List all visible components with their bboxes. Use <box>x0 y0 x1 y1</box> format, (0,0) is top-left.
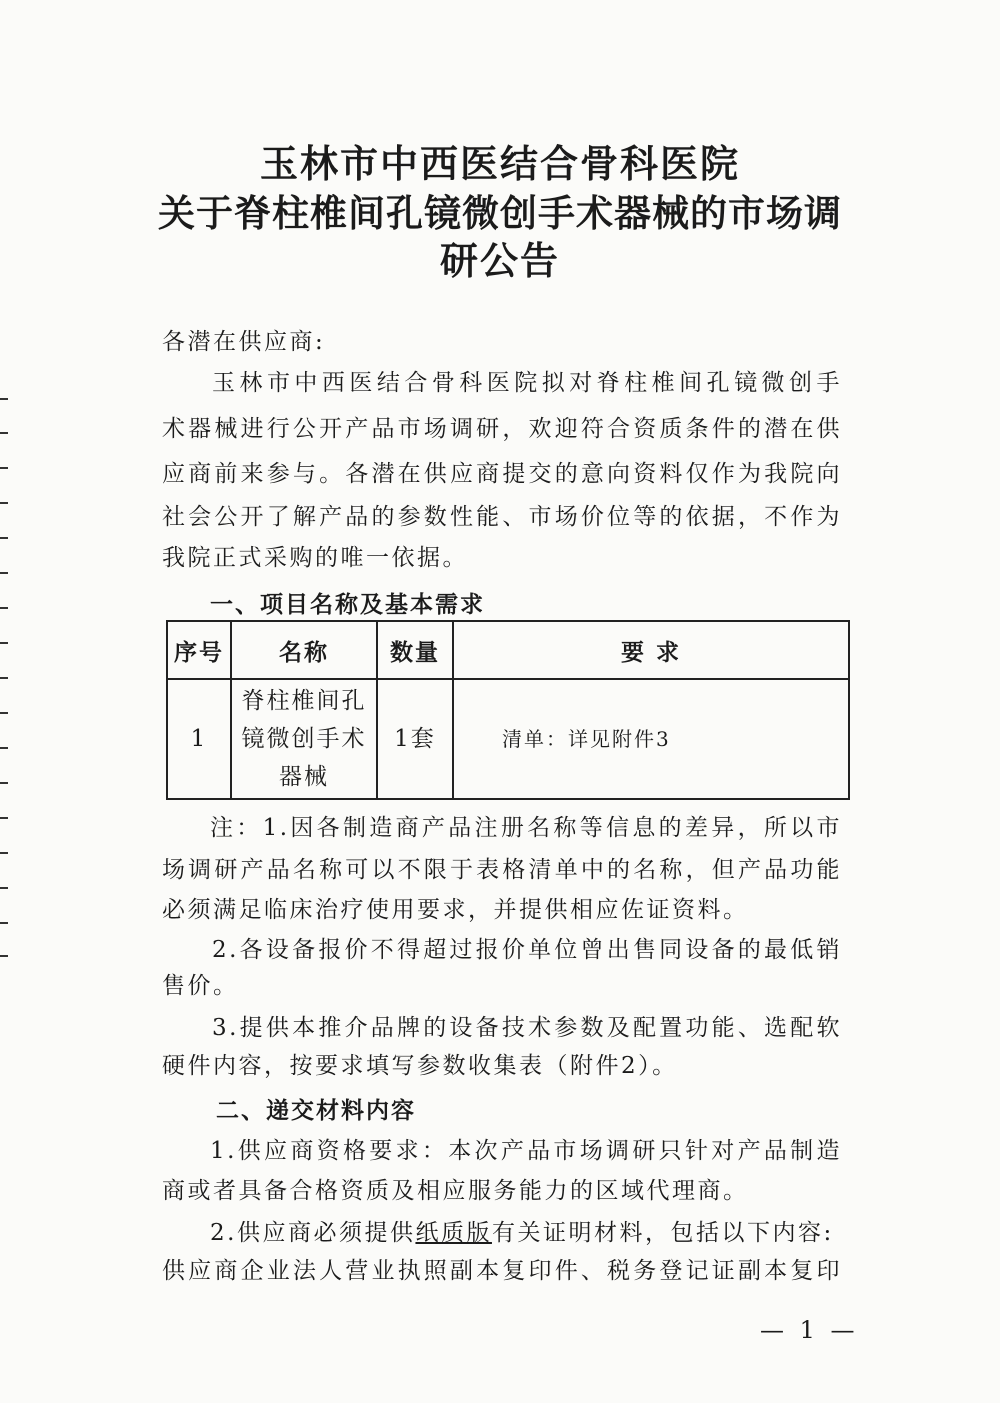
note-line: 3.提供本推介品牌的设备技术参数及配置功能、选配软 <box>212 1015 842 1041</box>
intro-line: 我院正式采购的唯一依据。 <box>162 545 468 571</box>
cell-name-line: 器械 <box>279 764 329 790</box>
note-line: 必须满足临床治疗使用要求，并提供相应佐证资料。 <box>162 897 749 923</box>
material-text: 有关证明材料，包括以下内容: <box>491 1220 834 1246</box>
cell-name-line: 镜微创手术 <box>241 726 367 752</box>
page-number: — 1 — <box>760 1316 859 1344</box>
salutation: 各潜在供应商: <box>162 329 326 355</box>
header-name: 名称 <box>231 621 377 679</box>
cell-name <box>231 679 377 799</box>
header-index: 序号 <box>167 621 231 679</box>
paper-version-underlined: 纸质版 <box>415 1220 492 1246</box>
section-heading-2: 二、递交材料内容 <box>216 1098 416 1124</box>
section-heading-1: 一、项目名称及基本需求 <box>210 592 485 618</box>
requirements-table <box>166 620 850 800</box>
note-line: 售价。 <box>162 973 239 999</box>
note-line: 2.各设备报价不得超过报价单位曾出售同设备的最低销 <box>212 937 842 963</box>
title-line-1: 玉林市中西医结合骨科医院 <box>259 142 740 186</box>
note-line: 注：1.因各制造商产品注册名称等信息的差异，所以市 <box>210 815 842 841</box>
header-quantity: 数量 <box>377 621 453 679</box>
table-row <box>167 679 849 799</box>
material-line: 供应商企业法人营业执照副本复印件、税务登记证副本复印 <box>162 1258 842 1284</box>
title-line-2: 关于脊柱椎间孔镜微创手术器械的市场调 <box>158 192 842 235</box>
intro-line: 玉林市中西医结合骨科医院拟对脊柱椎间孔镜微创手 <box>212 370 842 396</box>
material-line: 1.供应商资格要求：本次产品市场调研只针对产品制造 <box>210 1138 842 1164</box>
cell-requirement: 清单：详见附件3 <box>453 679 849 799</box>
cell-quantity: 1套 <box>377 679 453 799</box>
note-line: 场调研产品名称可以不限于表格清单中的名称，但产品功能 <box>162 857 842 883</box>
intro-line: 社会公开了解产品的参数性能、市场价位等的依据，不作为 <box>162 504 842 530</box>
material-text: 2.供应商必须提供 <box>210 1220 416 1246</box>
note-line: 硬件内容，按要求填写参数收集表（附件2）。 <box>162 1053 678 1079</box>
cell-name-line: 脊柱椎间孔 <box>241 688 367 714</box>
table-header-row <box>167 621 849 679</box>
intro-line: 术器械进行公开产品市场调研，欢迎符合资质条件的潜在供 <box>162 416 842 442</box>
cell-index: 1 <box>167 679 231 799</box>
title-line-3: 研公告 <box>439 239 560 283</box>
intro-line: 应商前来参与。各潜在供应商提交的意向资料仅作为我院向 <box>162 461 842 487</box>
header-requirement: 要 求 <box>453 621 849 679</box>
material-line <box>210 1215 842 1251</box>
material-line: 商或者具备合格资质及相应服务能力的区域代理商。 <box>162 1178 749 1204</box>
